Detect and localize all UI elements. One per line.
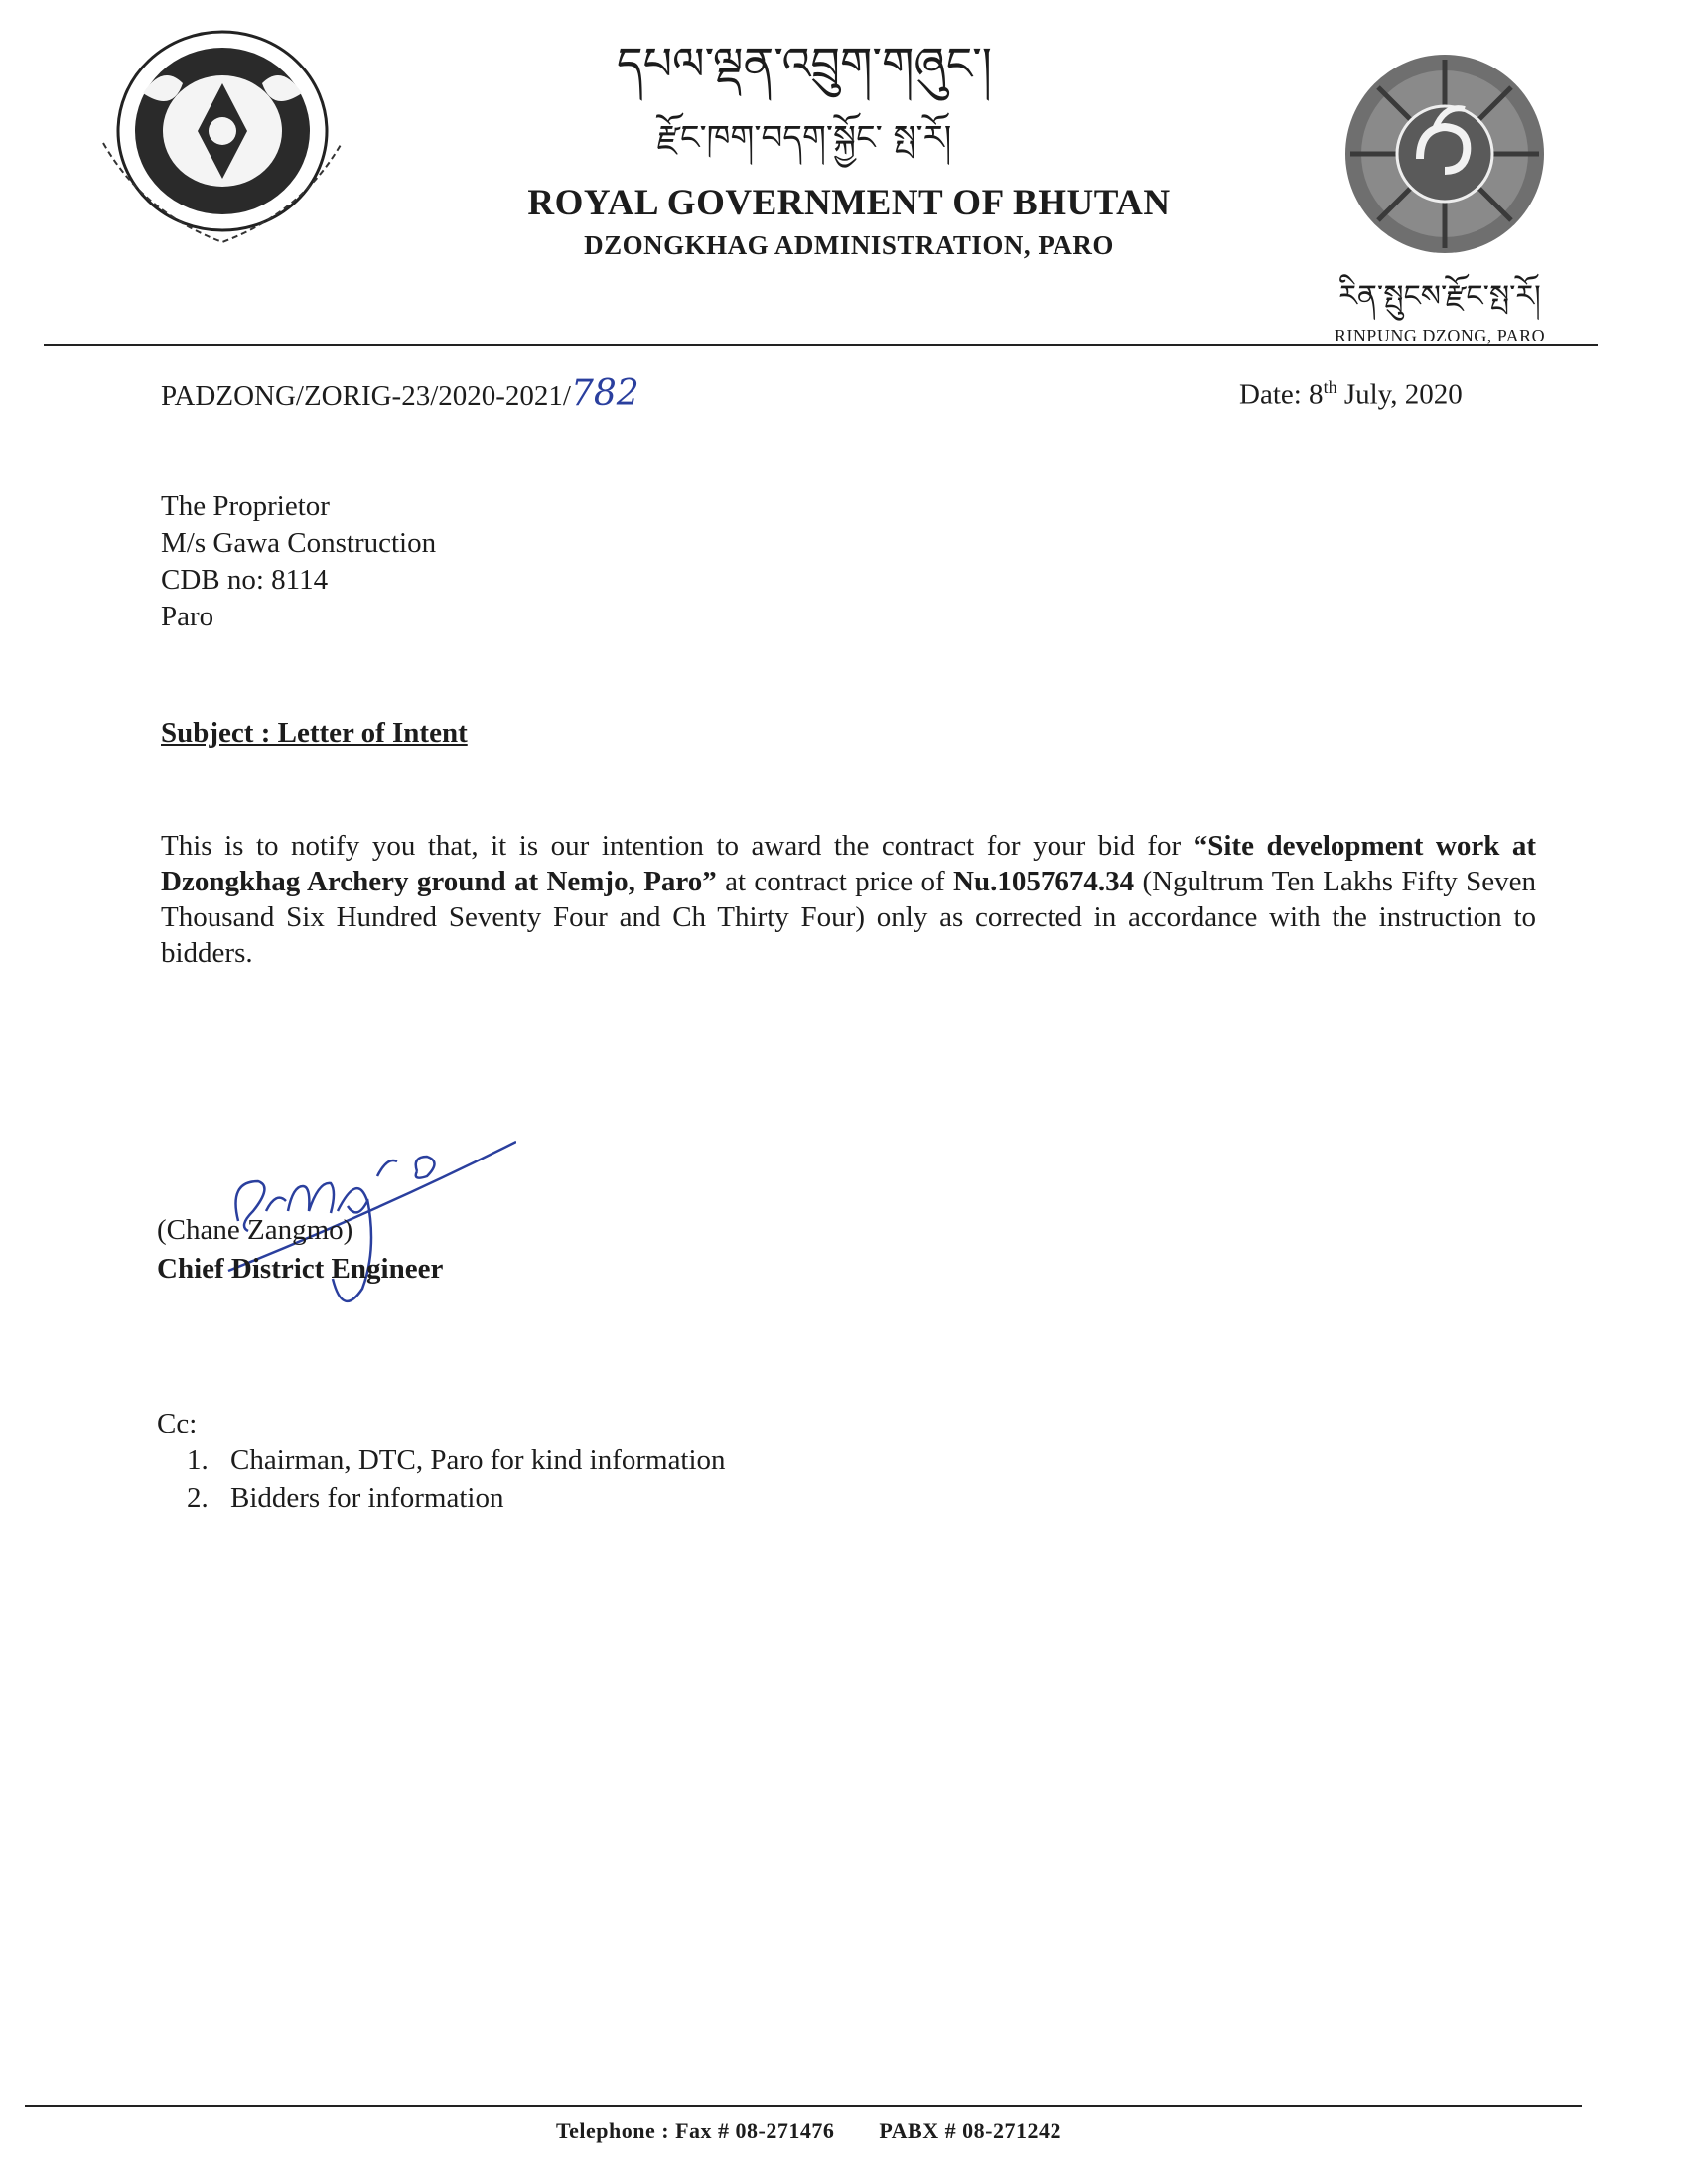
address-line: Paro (161, 601, 214, 632)
cc-item-number: 1. (187, 1444, 209, 1476)
date-rest: July, 2020 (1336, 378, 1463, 411)
letterhead-location: RINPUNG DZONG, PARO (1334, 326, 1546, 345)
dharma-wheel-logo (1316, 40, 1574, 258)
letter-date (1239, 377, 1463, 412)
footer-pabx: PABX # 08-271242 (879, 2118, 1061, 2143)
cc-item-text: Chairman, DTC, Paro for kind information (230, 1444, 726, 1476)
handwritten-signature (218, 1072, 516, 1330)
subject-line: Subject : Letter of Intent (161, 717, 468, 749)
footer-divider (25, 2105, 1582, 2107)
date-suffix: th (1323, 377, 1337, 397)
cc-label: Cc: (157, 1408, 198, 1439)
tibetan-title: དཔལ་ལྡན་འབྲུག་གཞུང་། (617, 37, 992, 90)
royal-emblem-logo (83, 24, 361, 262)
cc-item-text: Bidders for information (230, 1482, 504, 1514)
letterhead-title: ROYAL GOVERNMENT OF BHUTAN (527, 183, 1171, 223)
signatory-name: (Chane Zangmo) (157, 1214, 353, 1246)
footer-contact (556, 2118, 1061, 2144)
tibetan-location: རིན་སྤུངས་རྫོང་སྤ་རོ། (1338, 279, 1541, 314)
list-item (187, 1441, 726, 1479)
cc-item-number: 2. (187, 1482, 209, 1514)
handwritten-reference-number: 782 (570, 373, 639, 414)
address-line: M/s Gawa Construction (161, 527, 437, 559)
header-divider (44, 344, 1598, 346)
address-line: CDB no: 8114 (161, 564, 329, 596)
footer-telephone: Telephone : Fax # 08-271476 (556, 2118, 835, 2143)
contract-price: Nu.1057674.34 (953, 866, 1135, 897)
reference-prefix: PADZONG/ZORIG-23/2020-2021/ (161, 380, 571, 412)
signatory-title: Chief District Engineer (157, 1253, 444, 1285)
reference-number (161, 373, 639, 414)
address-line: The Proprietor (161, 490, 330, 522)
letterhead-subtitle: DZONGKHAG ADMINISTRATION, PARO (584, 230, 1114, 260)
list-item (187, 1479, 726, 1517)
project-name: “Site development work at Dzongkhag Archery ground at Nemjo, Paro” (161, 830, 1537, 897)
tibetan-subtitle: རྫོང་ཁག་བདག་སྐྱོང་ སྤ་རོ། (656, 118, 952, 158)
date-label: Date: 8 (1239, 378, 1324, 411)
body-outro: (Ngultrum Ten Lakhs Fifty Seven Thousand Six Hundred Seventy Four and Ch Thirty Four) only as corrected in accordance with the instruction to bidders. (161, 866, 1537, 969)
letter-body (161, 828, 1536, 971)
body-mid: at contract price of (716, 866, 954, 897)
cc-list (187, 1441, 726, 1517)
body-intro: This is to notify you that, it is our intention to award the contract for your bid for (161, 830, 1194, 862)
recipient-address (161, 488, 436, 635)
